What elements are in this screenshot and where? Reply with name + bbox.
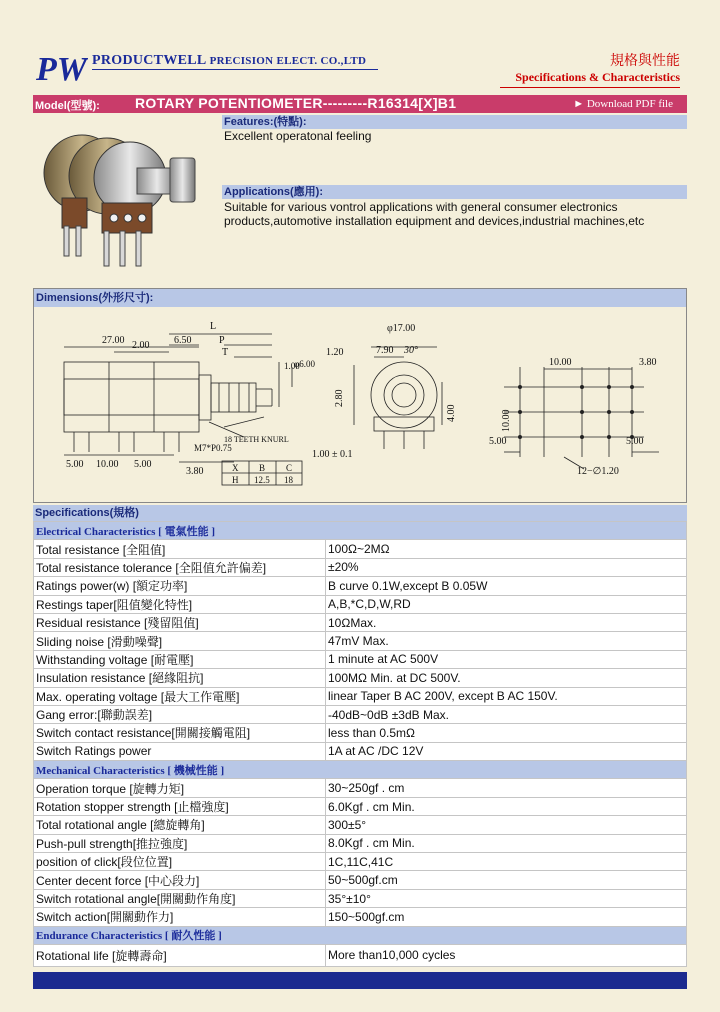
dim-5a: 5.00 (66, 459, 84, 470)
spec-name: Push-pull strength[推拉強度] (34, 834, 326, 852)
model-bar (33, 95, 687, 113)
spec-name: Switch rotational angle[開關動作角度] (34, 889, 326, 907)
spec-value: 35°±10° (326, 889, 687, 907)
table-row (34, 834, 687, 852)
dim-5d: 5.00 (626, 436, 644, 447)
company-name-sub: PRECISION ELECT. CO.,LTD (209, 55, 367, 67)
section-title: Mechanical Characteristics [ 機械性能 ] (34, 761, 687, 779)
dim-T: T (222, 347, 229, 358)
specifications-table (33, 521, 687, 967)
spec-name: position of click[段位位置] (34, 853, 326, 871)
specifications-label: Specifications(規格) (33, 505, 687, 521)
dim-L: L (210, 321, 217, 332)
dim-650: 6.50 (174, 335, 192, 346)
company-underline (92, 69, 378, 70)
dim-120: 1.20 (326, 347, 344, 358)
spec-value: 6.0Kgf . cm Min. (326, 797, 687, 815)
dimensions-panel (33, 288, 687, 503)
dim-400: 4.00 (446, 404, 457, 422)
table-row (34, 853, 687, 871)
table-row (34, 558, 687, 576)
xbc-head-b: B (259, 463, 266, 473)
dim-17: φ17.00 (387, 323, 416, 334)
table-row (34, 889, 687, 907)
model-label: Model(型號): (35, 100, 100, 112)
spec-value: 300±5° (326, 816, 687, 834)
table-row (34, 724, 687, 742)
xbc-head-x: X (232, 463, 239, 473)
table-row (34, 595, 687, 613)
dim-100: 1.00 (284, 361, 300, 371)
table-row (34, 669, 687, 687)
section-title: Electrical Characteristics [ 電氣性能 ] (34, 522, 687, 540)
spec-value: 150~500gf.cm (326, 908, 687, 926)
dim-380a: 3.80 (186, 466, 204, 477)
company-logo (36, 50, 88, 84)
spec-name: Rotation stopper strength [止檔強度] (34, 797, 326, 815)
xbc-row-b: 12.5 (254, 475, 270, 485)
applications-line-1: Suitable for various vontrol applications with general consumer electronics (224, 200, 618, 214)
spec-value: 1C,11C,41C (326, 853, 687, 871)
spec-value: 8.0Kgf . cm Min. (326, 834, 687, 852)
spec-value: -40dB~0dB ±3dB Max. (326, 705, 687, 723)
spec-value: 100Ω~2MΩ (326, 540, 687, 558)
spec-value: 10ΩMax. (326, 613, 687, 631)
spec-name: Max. operating voltage [最大工作電壓] (34, 687, 326, 705)
spec-name: Restings taper[阻值變化特性] (34, 595, 326, 613)
table-row (34, 797, 687, 815)
dim-knurl: 18 TEETH KNURL (224, 435, 289, 444)
spec-value: A,B,*C,D,W,RD (326, 595, 687, 613)
spec-value: B curve 0.1W,except B 0.05W (326, 577, 687, 595)
page-subtitle: Specifications & Characteristics (515, 70, 680, 84)
dim-thread: M7*P0.75 (194, 443, 232, 453)
dimension-drawing (34, 307, 686, 503)
applications-text (224, 200, 684, 228)
table-row (34, 871, 687, 889)
dim-5b: 5.00 (134, 459, 152, 470)
spec-value: 1 minute at AC 500V (326, 650, 687, 668)
spec-name: Total resistance tolerance [全阻值允許偏差] (34, 558, 326, 576)
svg-text:PW: PW (36, 51, 87, 84)
table-row (34, 705, 687, 723)
dim-30: 30° (404, 345, 418, 356)
spec-value: 100MΩ Min. at DC 500V. (326, 669, 687, 687)
xbc-row-x: H (232, 475, 239, 485)
dim-280: 2.80 (334, 389, 345, 407)
dim-5c: 5.00 (489, 436, 507, 447)
table-row (34, 742, 687, 760)
spec-name: Switch action[開關動作力] (34, 908, 326, 926)
table-row (34, 779, 687, 797)
dim-10a: 10.00 (96, 459, 119, 470)
spec-value: 50~500gf.cm (326, 871, 687, 889)
dim-27: 27.00 (102, 335, 125, 346)
spec-value: ±20% (326, 558, 687, 576)
dim-380b: 3.80 (639, 357, 657, 368)
table-row (34, 687, 687, 705)
front-view-drawing (354, 347, 442, 449)
features-text: Excellent operatonal feeling (224, 129, 372, 143)
spec-name: Insulation resistance [絕緣阻抗] (34, 669, 326, 687)
spec-value: less than 0.5mΩ (326, 724, 687, 742)
dim-holes: 12−∅1.20 (577, 466, 619, 477)
spec-value: 30~250gf . cm (326, 779, 687, 797)
product-photo (42, 128, 202, 273)
spec-value: 47mV Max. (326, 632, 687, 650)
electrical-section-row (34, 522, 687, 540)
spec-name: Total resistance [全阻值] (34, 540, 326, 558)
table-row (34, 577, 687, 595)
pcb-layout-drawing (504, 367, 659, 469)
spec-name: Center decent force [中心段力] (34, 871, 326, 889)
spec-value: 1A at AC /DC 12V (326, 742, 687, 760)
spec-name: Sliding noise [滑動噪聲] (34, 632, 326, 650)
table-row (34, 650, 687, 668)
dim-100b: 1.00 ± 0.1 (312, 449, 353, 460)
dim-2: 2.00 (132, 340, 150, 351)
model-name: ROTARY POTENTIOMETER---------R16314[X]B1 (135, 95, 457, 111)
dim-10b: 10.00 (549, 357, 572, 368)
table-row (34, 816, 687, 834)
spec-name: Gang error:[聯動誤差] (34, 705, 326, 723)
section-title: Endurance Characteristics [ 耐久性能 ] (34, 926, 687, 944)
download-pdf-link[interactable]: ► Download PDF file (573, 98, 673, 110)
footer-bar (33, 972, 687, 989)
applications-label: Applications(應用): (222, 185, 687, 199)
company-name-main: PRODUCTWELL (92, 53, 206, 68)
applications-line-2: products,automotive installation equipment and devices,industrial machines,etc (224, 214, 645, 228)
header-divider (500, 87, 680, 88)
table-row (34, 540, 687, 558)
spec-name: Operation torque [旋轉力矩] (34, 779, 326, 797)
spec-name: Rotational life [旋轉壽命] (34, 944, 326, 966)
table-row (34, 908, 687, 926)
company-name (92, 53, 366, 69)
table-row (34, 613, 687, 631)
spec-name: Total rotational angle [總旋轉角] (34, 816, 326, 834)
spec-value: linear Taper B AC 200V, except B AC 150V. (326, 687, 687, 705)
features-label: Features:(特點): (222, 115, 687, 129)
spec-value: More than10,000 cycles (326, 944, 687, 966)
table-row (34, 944, 687, 966)
table-row (34, 632, 687, 650)
dim-P: P (219, 335, 225, 346)
dim-6dia: φ6.00 (294, 359, 315, 369)
spec-name: Switch Ratings power (34, 742, 326, 760)
mechanical-section-row (34, 761, 687, 779)
spec-name: Switch contact resistance[開關接觸電阻] (34, 724, 326, 742)
dimensions-label: Dimensions(外形尺寸): (34, 289, 686, 307)
spec-name: Ratings power(w) [額定功率] (34, 577, 326, 595)
chinese-title: 規格與性能 (610, 53, 680, 69)
endurance-section-row (34, 926, 687, 944)
dim-790: 7.90 (376, 345, 394, 356)
spec-name: Withstanding voltage [耐電壓] (34, 650, 326, 668)
spec-name: Residual resistance [殘留阻值] (34, 613, 326, 631)
xbc-head-c: C (286, 463, 293, 473)
xbc-row-c: 18 (284, 475, 293, 485)
dim-10c: 10.00 (501, 409, 512, 432)
